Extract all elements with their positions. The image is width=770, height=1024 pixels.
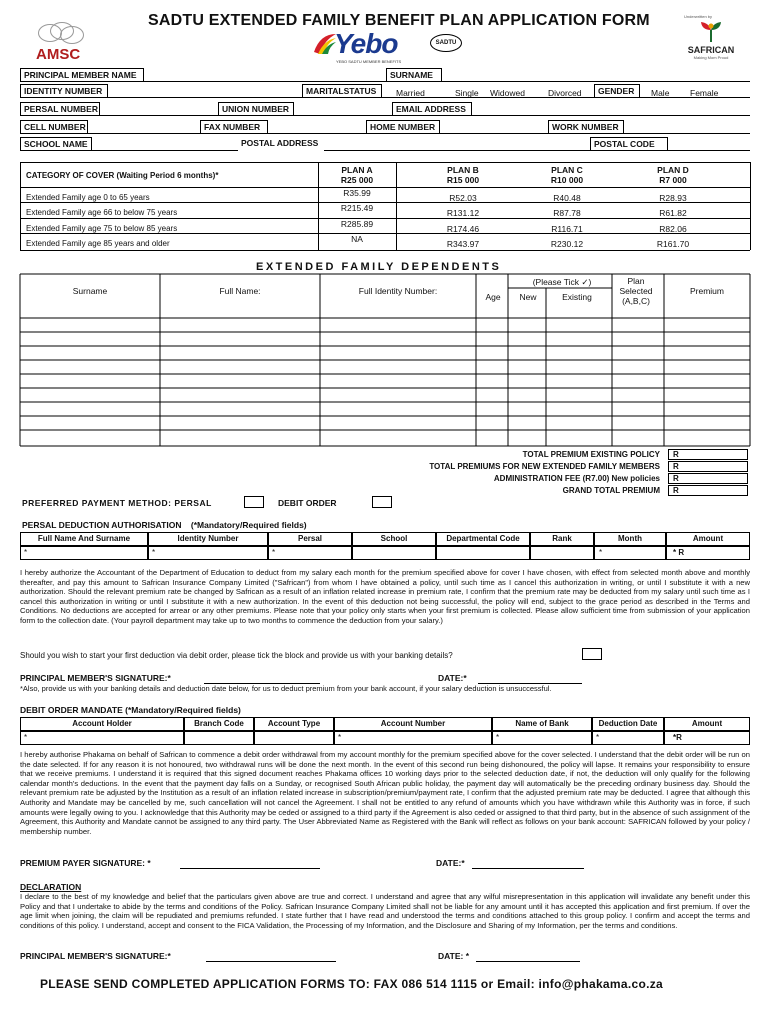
debit-col-account-number: Account Number xyxy=(334,717,492,731)
persal-col-dept-code: Departmental Code xyxy=(436,532,530,546)
cover-value: R52.03 xyxy=(449,193,477,203)
total-new-value[interactable]: R xyxy=(668,461,748,472)
cover-value: R82.06 xyxy=(659,224,687,234)
persal-col-id: Identity Number xyxy=(148,532,268,546)
declaration-text: I declare to the best of my knowledge and belief that the particulars given above are true and correct. I understand and agree that any wilful misrepresentation in this application will invalidate any benefit under this Policy and that I undertake to abide by the terms and conditions of the Policy. Safrican Insurance Company Limited shall not be liable for any amount until it has accepted this application and first premium. If over the age limit when joining, the claim will be repudiated and premiums refunded. I state further that I have read and understood the terms and conditions attached to this group policy. I confirm and accept the terms and conditions of this policy. I understand, accept and consent to the FICA Validation, the Processing of my Information, and the Disclosure and Sharing of my Information, per the terms and conditions. xyxy=(20,892,750,930)
persal-number-label: PERSAL NUMBER xyxy=(20,102,100,116)
cover-value: R87.78 xyxy=(553,208,581,218)
debit-col-account-type: Account Type xyxy=(254,717,334,731)
option-male[interactable]: Male xyxy=(651,88,670,98)
school-name-label: SCHOOL NAME xyxy=(20,137,92,151)
persal-checkbox[interactable] xyxy=(244,496,264,508)
total-new-label: TOTAL PREMIUMS FOR NEW EXTENDED FAMILY MEMBERS xyxy=(429,462,660,471)
option-single[interactable]: Single xyxy=(455,88,479,98)
cover-value: R131.12 xyxy=(446,208,480,218)
safrican-logo-text: SAFRICAN xyxy=(687,45,735,55)
persal-signature-label: PRINCIPAL MEMBER'S SIGNATURE:* xyxy=(20,673,171,683)
persal-school-input[interactable] xyxy=(352,546,436,560)
col-age: Age xyxy=(485,292,501,302)
persal-rank-input[interactable] xyxy=(530,546,594,560)
debit-deduction-date-input[interactable]: * xyxy=(592,731,664,745)
cover-value: R28.93 xyxy=(659,193,687,203)
debit-question: Should you wish to start your first deduction via debit order, please tick the block and provide us with your banking details? xyxy=(20,651,453,660)
declaration-signature-label: PRINCIPAL MEMBER'S SIGNATURE:* xyxy=(20,951,171,961)
plan-c-header: PLAN C R10 000 xyxy=(550,165,584,185)
debit-account-type-input[interactable] xyxy=(254,731,334,745)
debit-date-label: DATE:* xyxy=(436,858,465,868)
admin-fee-value[interactable]: R xyxy=(668,473,748,484)
persal-id-input[interactable]: * xyxy=(148,546,268,560)
debit-order-checkbox[interactable] xyxy=(372,496,392,508)
category-of-cover-label: CATEGORY OF COVER (Waiting Period 6 months)* xyxy=(26,171,219,180)
debit-col-deduction-date: Deduction Date xyxy=(592,717,664,731)
debit-account-holder-input[interactable]: * xyxy=(20,731,184,745)
col-surname: Surname xyxy=(72,286,108,296)
col-full-name: Full Name: xyxy=(219,286,261,296)
cover-row-label: Extended Family age 85 years and older xyxy=(26,239,170,248)
persal-col-school: School xyxy=(352,532,436,546)
persal-col-rank: Rank xyxy=(530,532,594,546)
cover-row-label: Extended Family age 0 to 65 years xyxy=(26,193,150,202)
gender-label: GENDER xyxy=(594,84,640,98)
debit-amount-input[interactable]: *R xyxy=(664,731,750,745)
grand-total-value[interactable]: R xyxy=(668,485,748,496)
fax-number-label: FAX NUMBER xyxy=(200,120,268,134)
persal-col-month: Month xyxy=(594,532,666,546)
cover-value: R35.99 xyxy=(343,188,371,198)
cover-value: R343.97 xyxy=(446,239,480,249)
home-number-label: HOME NUMBER xyxy=(366,120,440,134)
persal-month-input[interactable]: * xyxy=(594,546,666,560)
cover-value: R116.71 xyxy=(551,224,583,234)
debit-col-account-holder: Account Holder xyxy=(20,717,184,731)
col-premium: Premium xyxy=(689,286,724,296)
persal-col-fullname: Full Name And Surname xyxy=(20,532,148,546)
debit-mandate-text: I hereby authorise Phakama on behalf of Safrican to commence a debit order withdrawal from my account monthly for the premium specified above for the cover selected. I understand that the debit order will be run on the date selected. If for any reason it is not honoured, two withdrawal runs will be done the next month. In the event of this second run being dishonoured, the policy will lapse. It remains your responsibility to ensure that we receive premiums. I understand it is required that this signed document reaches Phakama offices 10 working days prior to the selected deduction date, if not, the deduction will only qualify for the following calendar month's deductions. In the event that the payment day falls on a Sunday, or recognised South African public holiday, the payment day will automatically be the preceding ordinary business day. Should the relevant premium rate be adjusted by the Institution as a result of an inflation related increase in subscription/premium/payment rate, I confirm that the adjusted premium rate may be deducted. I agree that although this Authority and Mandate may be cancelled by me, such cancellation will not cancel the Agreement. I shall not be entitled to any refund of amounts which you have withdrawn while this Authority was in force, if such amounts were legally owing to you. I acknowledge that this Authority may be ceded or assigned to a third party if the Agreement is also ceded or assigned to that third party, but in the absence of such assignment of the Agreement, this Authority and Mandate cannot be assigned to any third party. The User Abbreviated Name as Registered with the Bank will reflect as follows on your bank account: SAFRICAN followed by your policy / membership number. xyxy=(20,750,750,836)
union-number-label: UNION NUMBER xyxy=(218,102,294,116)
debit-col-branch-code: Branch Code xyxy=(184,717,254,731)
cover-value: NA xyxy=(351,234,363,244)
grand-total-label: GRAND TOTAL PREMIUM xyxy=(562,486,660,495)
cover-value: R40.48 xyxy=(553,193,581,203)
work-number-label: WORK NUMBER xyxy=(548,120,624,134)
persal-col-persal: Persal xyxy=(268,532,352,546)
cover-value: R174.46 xyxy=(446,224,480,234)
cell-number-label: CELL NUMBER xyxy=(20,120,88,134)
debit-bank-name-input[interactable]: * xyxy=(492,731,592,745)
premium-payer-signature-label: PREMIUM PAYER SIGNATURE: * xyxy=(20,858,151,868)
col-identity-number: Full Identity Number: xyxy=(358,286,438,296)
principal-member-name-label: PRINCIPAL MEMBER NAME xyxy=(20,68,144,82)
cover-value: R230.12 xyxy=(550,239,584,249)
form-title: SADTU EXTENDED FAMILY BENEFIT PLAN APPLICATION FORM xyxy=(148,12,650,29)
plan-d-header: PLAN D R7 000 xyxy=(657,165,689,185)
declaration-date-label: DATE: * xyxy=(438,951,470,961)
persal-section-title: PERSAL DEDUCTION AUTHORISATION (*Mandatory/Required fields) xyxy=(22,520,307,530)
banking-note: *Also, provide us with your banking details and deduction date below, for us to deduct premium from your bank account, if your salary deduction is unsuccessful. xyxy=(20,684,552,693)
total-existing-value[interactable]: R xyxy=(668,449,748,460)
plan-b-header: PLAN B R15 000 xyxy=(446,165,480,185)
cover-value: R61.82 xyxy=(659,208,687,218)
safrican-logo-subtitle: Making Mom Proud xyxy=(693,55,729,60)
persal-dept-code-input[interactable] xyxy=(436,546,530,560)
persal-fullname-input[interactable]: * xyxy=(20,546,148,560)
admin-fee-label: ADMINISTRATION FEE (R7.00) New policies xyxy=(493,474,660,483)
persal-authorisation-text: I hereby authorize the Accountant of the Department of Education to deduct from my salary each month for the premium specified above for cover I have chosen, with effect from selected month above and monthly thereafter, and pay this amount to Safrican Insurance Company Limited ("Safrican") from whom I have obtained a policy, until such time as I cancel this authorization in writing, or until I substitute it with a new authorization. Should the relevant premium rate be changed by Safrican as a result of an inflation related increase in premium rate, I confirm that the premium rate may be deducted from my salary until such time as I cancel this authorization in writing or until I substitute it with a new authorization. In the event of this deduction not being successful, the policy will end, subject to the grace period as described in the Terms and Conditions. No deductions are accepted for arrear or any other premiums. Please note that your policy only starts when your first premium is collected. Please allow sufficient time from submission of your application form to the collection date. (Your payroll department may take up to two months to commence the deduction from your salary.) xyxy=(20,568,750,625)
yebo-logo-text: Yebo xyxy=(334,28,398,59)
dependents-grid xyxy=(0,0,770,460)
postal-code-label: POSTAL CODE xyxy=(590,137,668,151)
declaration-title: DECLARATION xyxy=(20,882,82,892)
total-existing-label: TOTAL PREMIUM EXISTING POLICY xyxy=(522,450,660,459)
option-divorced[interactable]: Divorced xyxy=(548,88,582,98)
option-female[interactable]: Female xyxy=(690,88,719,98)
preferred-payment-label: PREFERRED PAYMENT METHOD: PERSAL xyxy=(22,498,212,508)
dependents-title: EXTENDED FAMILY DEPENDENTS xyxy=(256,261,502,273)
marital-status-label: MARITALSTATUS xyxy=(302,84,382,98)
plan-a-header: PLAN A R25 000 xyxy=(340,165,374,185)
persal-col-amount: Amount xyxy=(666,532,750,546)
identity-number-label: IDENTITY NUMBER xyxy=(20,84,108,98)
please-tick-note: (Please Tick ✓) xyxy=(532,277,592,287)
postal-address-label: POSTAL ADDRESS xyxy=(238,137,324,151)
option-widowed[interactable]: Widowed xyxy=(490,88,525,98)
cover-value: R161.70 xyxy=(656,239,690,249)
email-address-label: EMAIL ADDRESS xyxy=(392,102,472,116)
cover-value: R285.89 xyxy=(340,219,374,229)
debit-section-title: DEBIT ORDER MANDATE (*Mandatory/Required fields) xyxy=(20,705,241,715)
persal-number-input[interactable]: * xyxy=(268,546,352,560)
debit-branch-code-input[interactable] xyxy=(184,731,254,745)
col-plan-selected: Plan Selected (A,B,C) xyxy=(619,276,653,306)
yebo-logo-subtitle: YEBO SADTU MEMBER BENEFITS xyxy=(336,59,402,64)
cover-value: R215.49 xyxy=(340,203,374,213)
safrican-top-text: Underwritten by xyxy=(684,14,713,19)
cover-row-label: Extended Family age 75 to below 85 years xyxy=(26,224,178,233)
persal-amount-input[interactable]: * R xyxy=(666,546,750,560)
col-new: New xyxy=(519,292,537,302)
debit-account-number-input[interactable]: * xyxy=(334,731,492,745)
first-debit-checkbox[interactable] xyxy=(582,648,602,660)
persal-date-label: DATE:* xyxy=(438,673,467,683)
surname-label: SURNAME xyxy=(386,68,442,82)
footer-contact: PLEASE SEND COMPLETED APPLICATION FORMS TO: FAX 086 514 1115 or Email: info@phakama.co.za xyxy=(40,977,663,991)
col-existing: Existing xyxy=(562,292,592,302)
debit-col-amount: Amount xyxy=(664,717,750,731)
debit-col-bank-name: Name of Bank xyxy=(492,717,592,731)
amsc-logo-text: AMSC xyxy=(36,46,81,63)
option-married[interactable]: Married xyxy=(396,88,425,98)
debit-order-label: DEBIT ORDER xyxy=(278,498,337,508)
sadtu-seal: SADTU xyxy=(430,34,462,52)
cover-row-label: Extended Family age 66 to below 75 years xyxy=(26,208,178,217)
